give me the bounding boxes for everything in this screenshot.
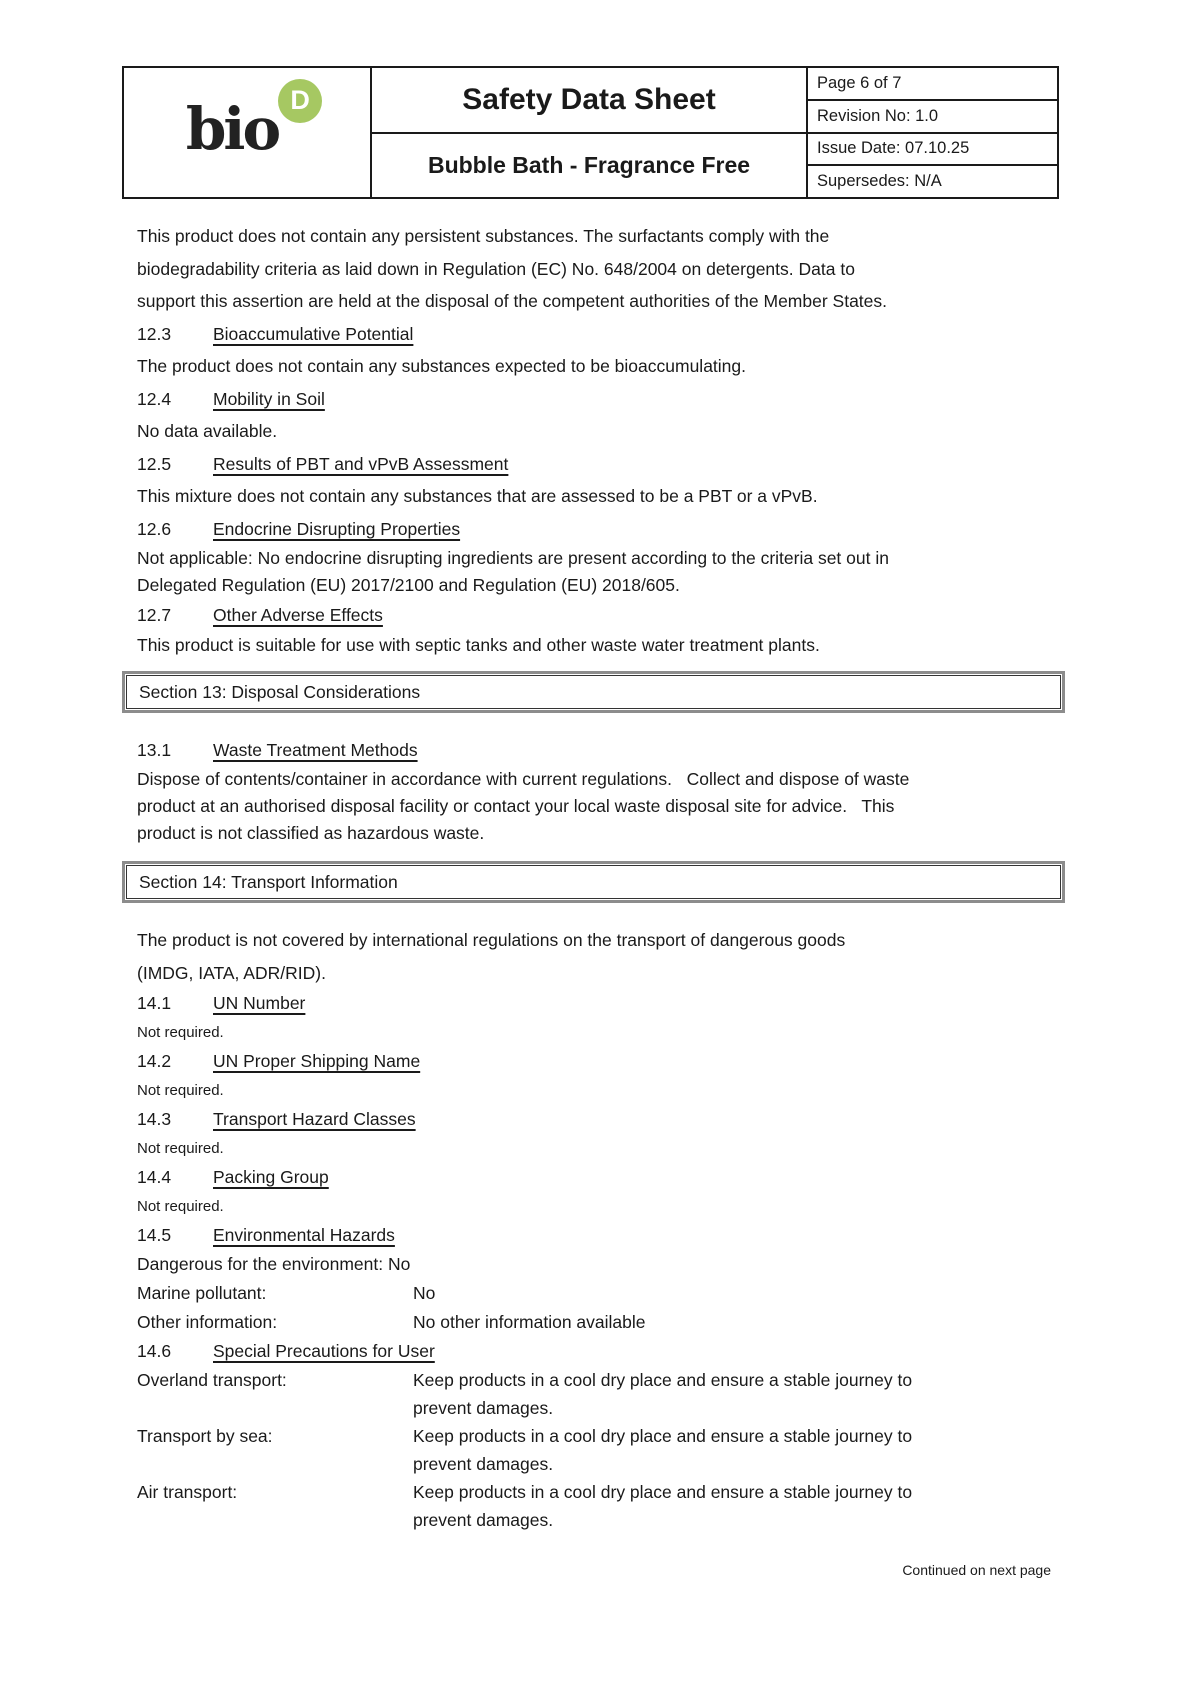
- subsection-title: Packing Group: [213, 1167, 329, 1187]
- text-line: The product is not covered by international regulations on the transport of dangerous goods: [137, 930, 846, 950]
- subsection-title: Transport Hazard Classes: [213, 1109, 416, 1129]
- supersedes: Supersedes: N/A: [817, 172, 942, 191]
- subsection-number: 12.7: [137, 605, 172, 625]
- kv-value: [413, 1366, 1065, 1422]
- logo-bio-text: bio: [185, 94, 279, 163]
- subsection-14-2-body: Not required.: [137, 1082, 224, 1099]
- product-name: Bubble Bath - Fragrance Free: [427, 151, 751, 178]
- subsection-14-3-heading: [122, 1105, 1065, 1134]
- text-line: prevent damages.: [413, 1398, 554, 1418]
- subsection-number: 14.5: [137, 1225, 172, 1245]
- subsection-number: 12.4: [137, 388, 172, 409]
- text-line: This product does not contain any persistent substances. The surfactants comply with the: [137, 226, 830, 246]
- subsection-14-2-heading: [122, 1047, 1065, 1076]
- text-line: product is not classified as hazardous waste.: [137, 823, 485, 843]
- subsection-number: 12.6: [137, 518, 172, 539]
- section-14-title: Section 14: Transport Information: [126, 865, 1061, 899]
- text-line: prevent damages.: [413, 1454, 554, 1474]
- subsection-number: 14.2: [137, 1051, 172, 1071]
- subsection-title: Mobility in Soil: [213, 388, 325, 409]
- kv-label: Overland transport:: [137, 1370, 287, 1390]
- subsection-number: 14.6: [137, 1341, 172, 1361]
- subsection-12-5-heading: [122, 448, 1065, 481]
- kv-row-air-transport: [122, 1478, 1065, 1534]
- subsection-title: UN Number: [213, 993, 306, 1013]
- header-table: [122, 66, 1059, 199]
- subsection-title: Results of PBT and vPvB Assessment: [213, 453, 509, 474]
- subsection-title: UN Proper Shipping Name: [213, 1051, 421, 1071]
- text-line: Not applicable: No endocrine disrupting ingredients are present according to the criteria set out in: [137, 548, 889, 568]
- page-content: [122, 0, 1065, 1580]
- subsection-12-7-body: This product is suitable for use with septic tanks and other waste water treatment plants.: [137, 634, 820, 655]
- subsection-12-4-heading: [122, 383, 1065, 416]
- kv-value: No other information available: [413, 1312, 646, 1332]
- section-14-header-box: [122, 861, 1065, 903]
- title-cell: [372, 68, 808, 197]
- subsection-14-5-heading: [122, 1221, 1065, 1250]
- continued-note: Continued on next page: [902, 1562, 1051, 1578]
- biod-logo: [185, 85, 310, 163]
- kv-label: Transport by sea:: [137, 1426, 273, 1446]
- kv-label: Other information:: [137, 1312, 278, 1332]
- revision-number: Revision No: 1.0: [808, 101, 1057, 134]
- subsection-title: Special Precautions for User: [213, 1341, 435, 1361]
- logo-d-badge-icon: D: [278, 79, 322, 123]
- text-line: biodegradability criteria as laid down in Regulation (EC) No. 648/2004 on detergents. Data to: [137, 258, 855, 279]
- text-line: (IMDG, IATA, ADR/RID).: [137, 962, 326, 983]
- text-line: prevent damages.: [413, 1510, 554, 1530]
- text-line: Keep products in a cool dry place and ensure a stable journey to: [413, 1426, 913, 1446]
- subsection-number: 12.3: [137, 323, 172, 344]
- subsection-12-6-body: [122, 545, 1065, 599]
- subsection-12-5-body: This mixture does not contain any substances that are assessed to be a PBT or a vPvB.: [137, 486, 818, 506]
- kv-value: [413, 1422, 1065, 1478]
- subsection-14-4-heading: [122, 1163, 1065, 1192]
- subsection-title: Environmental Hazards: [213, 1225, 395, 1245]
- kv-row-overland-transport: [122, 1366, 1065, 1422]
- subsection-title: Other Adverse Effects: [213, 605, 383, 625]
- subsection-12-7-heading: [122, 599, 1065, 632]
- section-13-title: Section 13: Disposal Considerations: [126, 675, 1061, 709]
- text-line: Delegated Regulation (EU) 2017/2100 and Regulation (EU) 2018/605.: [137, 575, 680, 595]
- subsection-14-6-heading: [122, 1337, 1065, 1366]
- document-title: Safety Data Sheet: [372, 68, 806, 134]
- text-line: support this assertion are held at the disposal of the competent authorities of the Member States.: [137, 291, 888, 311]
- environment-hazard-line: Dangerous for the environment: No: [137, 1254, 411, 1274]
- issue-date: Issue Date: 07.10.25: [808, 134, 1057, 167]
- subsection-title: Bioaccumulative Potential: [213, 323, 414, 344]
- kv-row-other-information: [122, 1308, 1065, 1337]
- subsection-14-3-body: Not required.: [137, 1140, 224, 1157]
- subsection-14-4-body: Not required.: [137, 1198, 224, 1215]
- page-number: Page 6 of 7: [808, 68, 1057, 101]
- text-line: Keep products in a cool dry place and ensure a stable journey to: [413, 1482, 913, 1502]
- subsection-number: 14.4: [137, 1167, 172, 1187]
- section12-intro-paragraph: [122, 220, 1065, 318]
- subsection-number: 13.1: [137, 739, 172, 760]
- kv-value: No: [413, 1283, 436, 1303]
- subsection-title: Endocrine Disrupting Properties: [213, 518, 461, 539]
- subsection-12-4-body: No data available.: [137, 421, 278, 441]
- kv-value: [413, 1478, 1065, 1534]
- subsection-12-3-heading: [122, 318, 1065, 351]
- text-line: Keep products in a cool dry place and ensure a stable journey to: [413, 1370, 913, 1390]
- section14-intro-paragraph: [122, 924, 1065, 989]
- text-line: Dispose of contents/container in accordance with current regulations. Collect and dispose of waste: [137, 769, 910, 789]
- text-line: product at an authorised disposal facility or contact your local waste disposal site for advice. This: [137, 796, 895, 816]
- subsection-12-3-body: The product does not contain any substances expected to be bioaccumulating.: [137, 356, 747, 376]
- subsection-13-1-heading: [122, 734, 1065, 767]
- subsection-14-1-body: Not required.: [137, 1024, 224, 1041]
- subsection-title: Waste Treatment Methods: [213, 739, 418, 760]
- subsection-13-1-body: [122, 766, 1065, 847]
- kv-label: Marine pollutant:: [137, 1283, 267, 1303]
- subsection-14-1-heading: [122, 989, 1065, 1018]
- kv-row-transport-by-sea: [122, 1422, 1065, 1478]
- meta-cell: [808, 68, 1057, 197]
- logo-cell: [124, 68, 372, 197]
- subsection-number: 14.3: [137, 1109, 172, 1129]
- section-13-header-box: [122, 671, 1065, 713]
- kv-row-marine-pollutant: [122, 1279, 1065, 1308]
- subsection-number: 12.5: [137, 453, 172, 474]
- subsection-number: 14.1: [137, 993, 172, 1013]
- subsection-12-6-heading: [122, 513, 1065, 546]
- kv-label: Air transport:: [137, 1482, 238, 1502]
